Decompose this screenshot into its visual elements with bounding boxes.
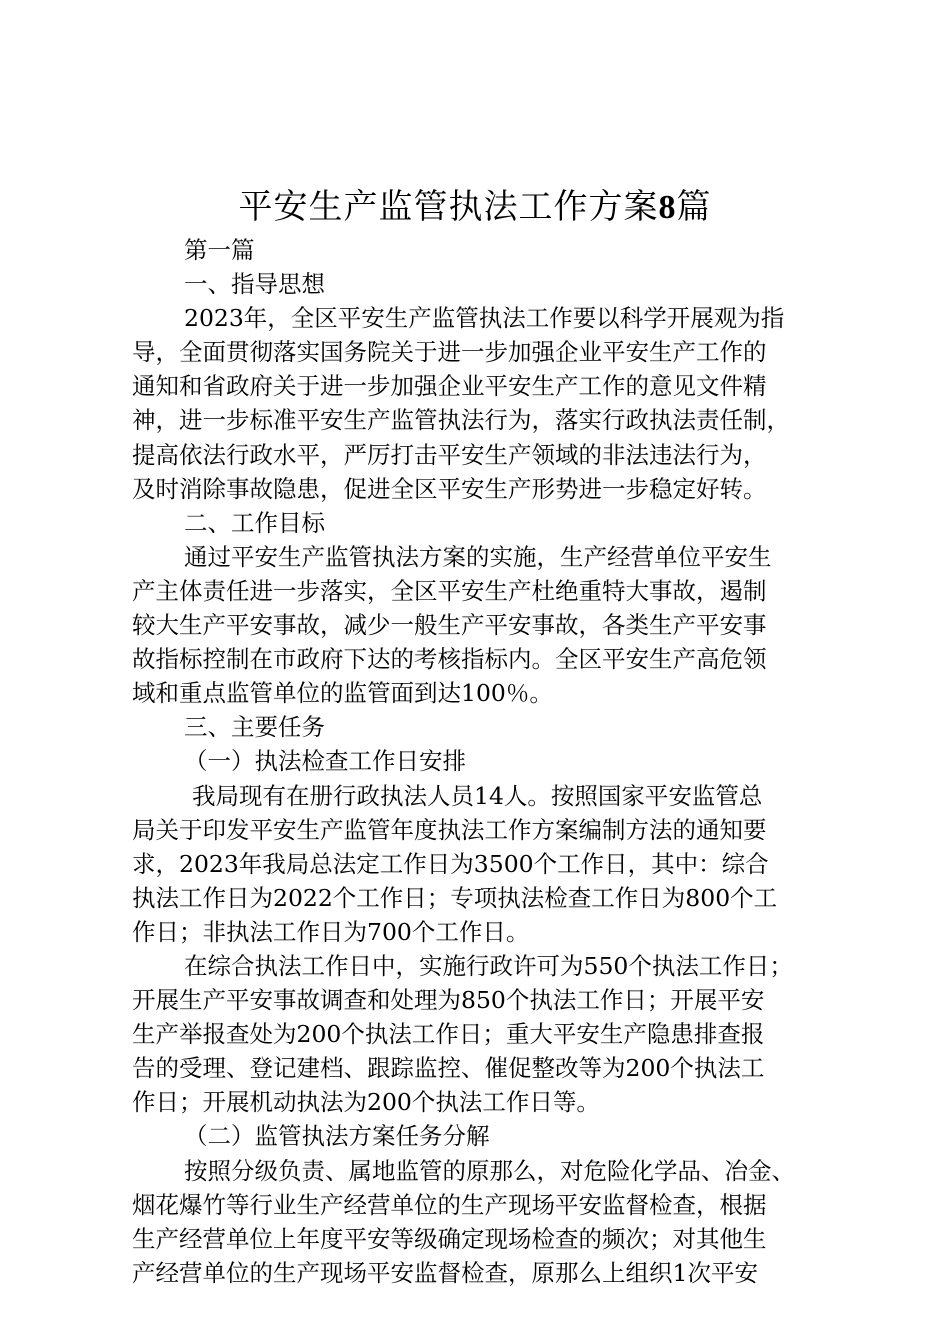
text-line: 作日；非执法工作日为700个工作日。: [132, 917, 530, 946]
text-line: 2023年，全区平安生产监管执法工作要以科学开展观为指: [184, 304, 785, 333]
text-line: 通知和省政府关于进一步加强企业平安生产工作的意见文件精: [132, 372, 767, 401]
text-line: 告的受理、登记建档、跟踪监控、催促整改等为200个执法工: [132, 1054, 765, 1083]
document-title: [0, 183, 950, 232]
text-line: 执法工作日为2022个工作日；专项执法检查工作日为800个工: [132, 883, 778, 912]
text-line: 烟花爆竹等行业生产经营单位的生产现场平安监督检查，根据: [132, 1190, 767, 1219]
text-line: 我局现有在册行政执法人员14人。按照国家平安监管总: [192, 781, 763, 810]
text-line: （二）监管执法方案任务分解: [184, 1122, 490, 1151]
text-line: 故指标控制在市政府下达的考核指标内。全区平安生产高危领: [132, 645, 767, 674]
text-line: 作日；开展机动执法为200个执法工作日等。: [132, 1088, 600, 1117]
text-line: 通过平安生产监管执法方案的实施，生产经营单位平安生: [184, 542, 772, 571]
text-line: 按照分级负责、属地监管的原那么，对危险化学品、冶金、: [184, 1156, 795, 1185]
title-text: 平安生产监管执法工作方案: [238, 187, 659, 227]
text-line: 产经营单位的生产现场平安监督检查，原那么上组织1次平安: [132, 1258, 758, 1287]
text-line: 神，进一步标准平安生产监管执法行为，落实行政执法责任制，: [132, 406, 790, 435]
title-number: 8: [658, 189, 677, 226]
text-line: 第一篇: [184, 236, 255, 264]
text-line: 产主体责任进一步落实，全区平安生产杜绝重特大事故，遏制: [132, 576, 767, 605]
text-line: 局关于印发平安生产监管年度执法工作方案编制方法的通知要: [132, 815, 767, 844]
text-line: 求，2023年我局总法定工作日为3500个工作日，其中：综合: [132, 849, 769, 878]
text-line: 域和重点监管单位的监管面到达100％。: [132, 679, 553, 708]
text-line: 及时消除事故隐患，促进全区平安生产形势进一步稳定好转。: [132, 474, 767, 503]
text-line: 三、主要任务: [184, 713, 325, 742]
text-line: 导，全面贯彻落实国务院关于进一步加强企业平安生产工作的: [132, 338, 767, 367]
document-body: [132, 233, 832, 1290]
text-line: 较大生产平安事故，减少一般生产平安事故，各类生产平安事: [132, 611, 767, 640]
text-line: 生产经营单位上年度平安等级确定现场检查的频次；对其他生: [132, 1224, 767, 1253]
text-line: 二、工作目标: [184, 508, 325, 537]
text-line: 一、指导思想: [184, 270, 325, 299]
text-line: 生产举报查处为200个执法工作日；重大平安生产隐患排查报: [132, 1020, 765, 1049]
text-line: 提高依法行政水平，严厉打击平安生产领域的非法违法行为，: [132, 440, 767, 469]
text-line: 在综合执法工作日中，实施行政许可为550个执法工作日；: [184, 951, 793, 980]
text-line: （一）执法检查工作日安排: [184, 747, 466, 776]
title-suffix: 篇: [676, 187, 712, 227]
text-line: 开展生产平安事故调查和处理为850个执法工作日；开展平安: [132, 986, 765, 1015]
